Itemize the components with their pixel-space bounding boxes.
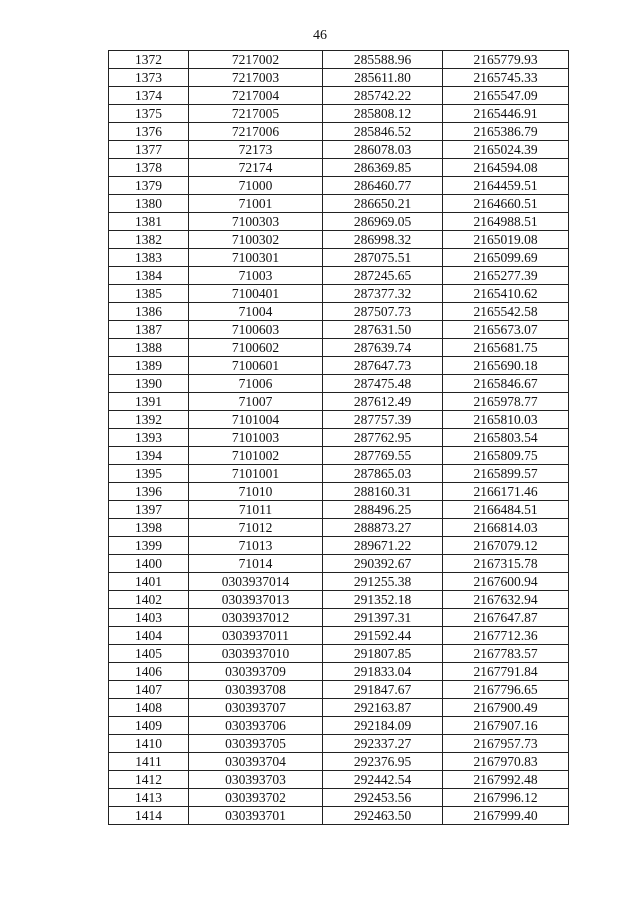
point-id-cell: 7217002 xyxy=(189,51,323,69)
point-id-cell: 71010 xyxy=(189,483,323,501)
x-coordinate-cell: 286998.32 xyxy=(323,231,443,249)
x-coordinate-cell: 292442.54 xyxy=(323,771,443,789)
y-coordinate-cell: 2165446.91 xyxy=(443,105,569,123)
point-number-cell: 1393 xyxy=(109,429,189,447)
page-number: 46 xyxy=(313,28,327,43)
point-number-cell: 1383 xyxy=(109,249,189,267)
point-number-cell: 1385 xyxy=(109,285,189,303)
x-coordinate-cell: 285611.80 xyxy=(323,69,443,87)
table-row xyxy=(109,393,569,411)
y-coordinate-cell: 2167647.87 xyxy=(443,609,569,627)
x-coordinate-cell: 287647.73 xyxy=(323,357,443,375)
y-coordinate-cell: 2166484.51 xyxy=(443,501,569,519)
y-coordinate-cell: 2165978.77 xyxy=(443,393,569,411)
table-row xyxy=(109,681,569,699)
table-row xyxy=(109,411,569,429)
point-id-cell: 7100602 xyxy=(189,339,323,357)
point-id-cell: 72173 xyxy=(189,141,323,159)
y-coordinate-cell: 2165690.18 xyxy=(443,357,569,375)
point-id-cell: 71000 xyxy=(189,177,323,195)
table-row xyxy=(109,375,569,393)
x-coordinate-cell: 288496.25 xyxy=(323,501,443,519)
y-coordinate-cell: 2164988.51 xyxy=(443,213,569,231)
y-coordinate-cell: 2165803.54 xyxy=(443,429,569,447)
point-number-cell: 1388 xyxy=(109,339,189,357)
y-coordinate-cell: 2167783.57 xyxy=(443,645,569,663)
y-coordinate-cell: 2165547.09 xyxy=(443,87,569,105)
point-number-cell: 1411 xyxy=(109,753,189,771)
table-row xyxy=(109,465,569,483)
x-coordinate-cell: 285808.12 xyxy=(323,105,443,123)
table-row xyxy=(109,483,569,501)
point-id-cell: 030393705 xyxy=(189,735,323,753)
y-coordinate-cell: 2165673.07 xyxy=(443,321,569,339)
point-id-cell: 7217004 xyxy=(189,87,323,105)
y-coordinate-cell: 2165681.75 xyxy=(443,339,569,357)
point-id-cell: 7101004 xyxy=(189,411,323,429)
table-row xyxy=(109,645,569,663)
x-coordinate-cell: 292463.50 xyxy=(323,807,443,825)
y-coordinate-cell: 2165386.79 xyxy=(443,123,569,141)
table-row xyxy=(109,771,569,789)
point-number-cell: 1413 xyxy=(109,789,189,807)
point-id-cell: 71011 xyxy=(189,501,323,519)
y-coordinate-cell: 2167999.40 xyxy=(443,807,569,825)
point-number-cell: 1376 xyxy=(109,123,189,141)
x-coordinate-cell: 292453.56 xyxy=(323,789,443,807)
point-number-cell: 1395 xyxy=(109,465,189,483)
point-number-cell: 1402 xyxy=(109,591,189,609)
y-coordinate-cell: 2165779.93 xyxy=(443,51,569,69)
point-id-cell: 7101002 xyxy=(189,447,323,465)
x-coordinate-cell: 292163.87 xyxy=(323,699,443,717)
table-row xyxy=(109,735,569,753)
point-id-cell: 71003 xyxy=(189,267,323,285)
table-row xyxy=(109,267,569,285)
point-id-cell: 030393706 xyxy=(189,717,323,735)
x-coordinate-cell: 287475.48 xyxy=(323,375,443,393)
point-number-cell: 1374 xyxy=(109,87,189,105)
point-id-cell: 030393703 xyxy=(189,771,323,789)
y-coordinate-cell: 2167632.94 xyxy=(443,591,569,609)
x-coordinate-cell: 285846.52 xyxy=(323,123,443,141)
y-coordinate-cell: 2165410.62 xyxy=(443,285,569,303)
x-coordinate-cell: 285742.22 xyxy=(323,87,443,105)
point-number-cell: 1384 xyxy=(109,267,189,285)
point-id-cell: 7100303 xyxy=(189,213,323,231)
point-number-cell: 1412 xyxy=(109,771,189,789)
point-id-cell: 71007 xyxy=(189,393,323,411)
table-row xyxy=(109,141,569,159)
x-coordinate-cell: 287762.95 xyxy=(323,429,443,447)
point-number-cell: 1407 xyxy=(109,681,189,699)
point-id-cell: 030393702 xyxy=(189,789,323,807)
point-id-cell: 7100601 xyxy=(189,357,323,375)
point-number-cell: 1387 xyxy=(109,321,189,339)
point-id-cell: 0303937011 xyxy=(189,627,323,645)
point-id-cell: 7100301 xyxy=(189,249,323,267)
point-number-cell: 1372 xyxy=(109,51,189,69)
point-number-cell: 1409 xyxy=(109,717,189,735)
point-id-cell: 030393701 xyxy=(189,807,323,825)
point-number-cell: 1410 xyxy=(109,735,189,753)
x-coordinate-cell: 286078.03 xyxy=(323,141,443,159)
y-coordinate-cell: 2167600.94 xyxy=(443,573,569,591)
x-coordinate-cell: 292184.09 xyxy=(323,717,443,735)
point-number-cell: 1401 xyxy=(109,573,189,591)
y-coordinate-cell: 2167907.16 xyxy=(443,717,569,735)
y-coordinate-cell: 2165846.67 xyxy=(443,375,569,393)
point-number-cell: 1397 xyxy=(109,501,189,519)
y-coordinate-cell: 2167079.12 xyxy=(443,537,569,555)
x-coordinate-cell: 288873.27 xyxy=(323,519,443,537)
point-id-cell: 7100401 xyxy=(189,285,323,303)
point-id-cell: 030393709 xyxy=(189,663,323,681)
y-coordinate-cell: 2166171.46 xyxy=(443,483,569,501)
x-coordinate-cell: 291847.67 xyxy=(323,681,443,699)
point-number-cell: 1414 xyxy=(109,807,189,825)
table-row xyxy=(109,177,569,195)
point-number-cell: 1386 xyxy=(109,303,189,321)
y-coordinate-cell: 2164594.08 xyxy=(443,159,569,177)
table-row xyxy=(109,357,569,375)
table-row xyxy=(109,231,569,249)
table-row xyxy=(109,609,569,627)
y-coordinate-cell: 2167996.12 xyxy=(443,789,569,807)
y-coordinate-cell: 2167791.84 xyxy=(443,663,569,681)
point-id-cell: 7217006 xyxy=(189,123,323,141)
y-coordinate-cell: 2165899.57 xyxy=(443,465,569,483)
point-id-cell: 030393704 xyxy=(189,753,323,771)
y-coordinate-cell: 2164459.51 xyxy=(443,177,569,195)
x-coordinate-cell: 291255.38 xyxy=(323,573,443,591)
table-row xyxy=(109,105,569,123)
table-row xyxy=(109,303,569,321)
point-number-cell: 1373 xyxy=(109,69,189,87)
x-coordinate-cell: 287769.55 xyxy=(323,447,443,465)
table-row xyxy=(109,573,569,591)
x-coordinate-cell: 286650.21 xyxy=(323,195,443,213)
y-coordinate-cell: 2167900.49 xyxy=(443,699,569,717)
x-coordinate-cell: 288160.31 xyxy=(323,483,443,501)
x-coordinate-cell: 291352.18 xyxy=(323,591,443,609)
point-id-cell: 0303937014 xyxy=(189,573,323,591)
table-row xyxy=(109,51,569,69)
table-row xyxy=(109,501,569,519)
point-number-cell: 1404 xyxy=(109,627,189,645)
x-coordinate-cell: 290392.67 xyxy=(323,555,443,573)
table-row xyxy=(109,699,569,717)
point-number-cell: 1403 xyxy=(109,609,189,627)
y-coordinate-cell: 2166814.03 xyxy=(443,519,569,537)
point-id-cell: 7100302 xyxy=(189,231,323,249)
point-id-cell: 030393707 xyxy=(189,699,323,717)
point-id-cell: 71006 xyxy=(189,375,323,393)
x-coordinate-cell: 291807.85 xyxy=(323,645,443,663)
table-row xyxy=(109,753,569,771)
y-coordinate-cell: 2167957.73 xyxy=(443,735,569,753)
x-coordinate-cell: 291397.31 xyxy=(323,609,443,627)
x-coordinate-cell: 291592.44 xyxy=(323,627,443,645)
x-coordinate-cell: 287377.32 xyxy=(323,285,443,303)
x-coordinate-cell: 287757.39 xyxy=(323,411,443,429)
point-id-cell: 72174 xyxy=(189,159,323,177)
table-row xyxy=(109,537,569,555)
point-number-cell: 1392 xyxy=(109,411,189,429)
y-coordinate-cell: 2165099.69 xyxy=(443,249,569,267)
point-id-cell: 7101003 xyxy=(189,429,323,447)
x-coordinate-cell: 287507.73 xyxy=(323,303,443,321)
x-coordinate-cell: 289671.22 xyxy=(323,537,443,555)
point-id-cell: 71013 xyxy=(189,537,323,555)
table-row xyxy=(109,447,569,465)
x-coordinate-cell: 287075.51 xyxy=(323,249,443,267)
x-coordinate-cell: 286460.77 xyxy=(323,177,443,195)
table-row xyxy=(109,321,569,339)
y-coordinate-cell: 2165810.03 xyxy=(443,411,569,429)
y-coordinate-cell: 2167992.48 xyxy=(443,771,569,789)
table-row xyxy=(109,195,569,213)
x-coordinate-cell: 291833.04 xyxy=(323,663,443,681)
point-id-cell: 0303937013 xyxy=(189,591,323,609)
point-id-cell: 71004 xyxy=(189,303,323,321)
point-id-cell: 030393708 xyxy=(189,681,323,699)
table-row xyxy=(109,339,569,357)
table-row xyxy=(109,717,569,735)
y-coordinate-cell: 2165809.75 xyxy=(443,447,569,465)
point-number-cell: 1380 xyxy=(109,195,189,213)
point-id-cell: 0303937012 xyxy=(189,609,323,627)
x-coordinate-cell: 286369.85 xyxy=(323,159,443,177)
y-coordinate-cell: 2164660.51 xyxy=(443,195,569,213)
table-row xyxy=(109,789,569,807)
point-number-cell: 1391 xyxy=(109,393,189,411)
y-coordinate-cell: 2165745.33 xyxy=(443,69,569,87)
point-number-cell: 1378 xyxy=(109,159,189,177)
point-number-cell: 1377 xyxy=(109,141,189,159)
y-coordinate-cell: 2165542.58 xyxy=(443,303,569,321)
point-id-cell: 7217003 xyxy=(189,69,323,87)
point-id-cell: 7100603 xyxy=(189,321,323,339)
table-row xyxy=(109,627,569,645)
point-id-cell: 7217005 xyxy=(189,105,323,123)
table-row xyxy=(109,807,569,825)
point-number-cell: 1408 xyxy=(109,699,189,717)
table-row xyxy=(109,429,569,447)
y-coordinate-cell: 2165277.39 xyxy=(443,267,569,285)
table-row xyxy=(109,663,569,681)
point-number-cell: 1399 xyxy=(109,537,189,555)
table-body xyxy=(109,51,569,825)
table-row xyxy=(109,213,569,231)
point-id-cell: 7101001 xyxy=(189,465,323,483)
x-coordinate-cell: 287612.49 xyxy=(323,393,443,411)
point-id-cell: 71001 xyxy=(189,195,323,213)
point-number-cell: 1396 xyxy=(109,483,189,501)
point-id-cell: 0303937010 xyxy=(189,645,323,663)
point-number-cell: 1379 xyxy=(109,177,189,195)
table-row xyxy=(109,69,569,87)
table-row xyxy=(109,249,569,267)
point-number-cell: 1375 xyxy=(109,105,189,123)
y-coordinate-cell: 2167315.78 xyxy=(443,555,569,573)
x-coordinate-cell: 287631.50 xyxy=(323,321,443,339)
point-number-cell: 1400 xyxy=(109,555,189,573)
table-row xyxy=(109,285,569,303)
x-coordinate-cell: 292376.95 xyxy=(323,753,443,771)
table-row xyxy=(109,519,569,537)
point-number-cell: 1389 xyxy=(109,357,189,375)
point-number-cell: 1398 xyxy=(109,519,189,537)
x-coordinate-cell: 292337.27 xyxy=(323,735,443,753)
point-number-cell: 1406 xyxy=(109,663,189,681)
x-coordinate-cell: 285588.96 xyxy=(323,51,443,69)
table-row xyxy=(109,87,569,105)
table-row xyxy=(109,555,569,573)
y-coordinate-cell: 2167712.36 xyxy=(443,627,569,645)
coordinates-table xyxy=(108,50,569,825)
point-number-cell: 1382 xyxy=(109,231,189,249)
x-coordinate-cell: 287245.65 xyxy=(323,267,443,285)
y-coordinate-cell: 2165024.39 xyxy=(443,141,569,159)
table-row xyxy=(109,159,569,177)
x-coordinate-cell: 287865.03 xyxy=(323,465,443,483)
x-coordinate-cell: 286969.05 xyxy=(323,213,443,231)
point-id-cell: 71012 xyxy=(189,519,323,537)
table-row xyxy=(109,591,569,609)
x-coordinate-cell: 287639.74 xyxy=(323,339,443,357)
table-row xyxy=(109,123,569,141)
y-coordinate-cell: 2167970.83 xyxy=(443,753,569,771)
point-number-cell: 1405 xyxy=(109,645,189,663)
y-coordinate-cell: 2165019.08 xyxy=(443,231,569,249)
point-id-cell: 71014 xyxy=(189,555,323,573)
y-coordinate-cell: 2167796.65 xyxy=(443,681,569,699)
point-number-cell: 1394 xyxy=(109,447,189,465)
point-number-cell: 1390 xyxy=(109,375,189,393)
point-number-cell: 1381 xyxy=(109,213,189,231)
